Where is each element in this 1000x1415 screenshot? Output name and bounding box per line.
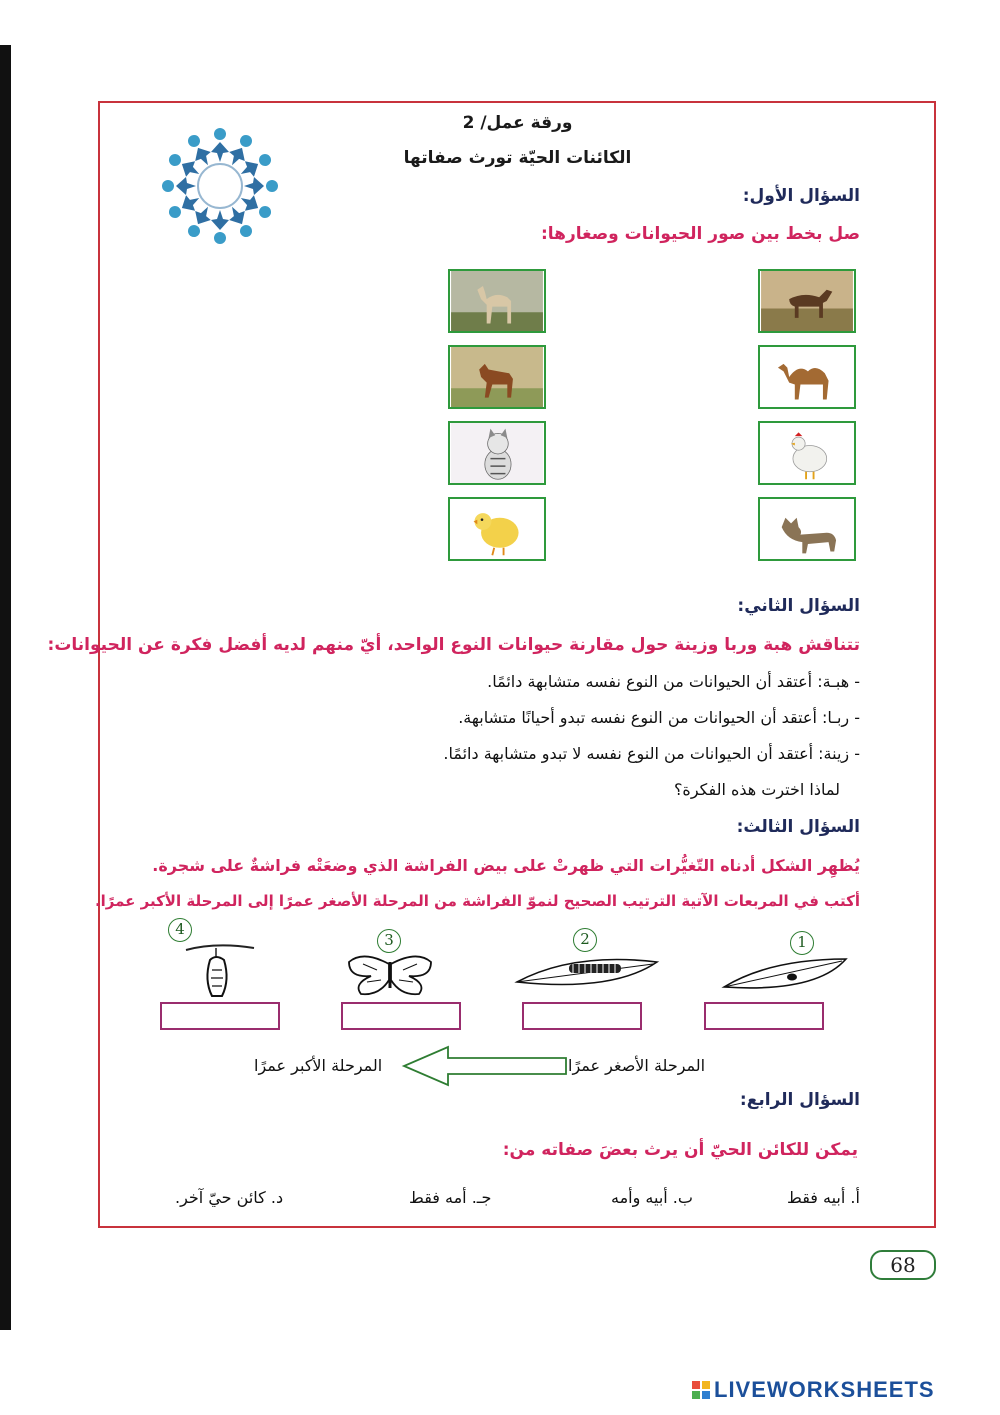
q2-why-question: لماذا اخترت هذه الفكرة؟	[673, 780, 840, 799]
q4-heading: السؤال الرابع:	[739, 1090, 860, 1110]
q2-opinion-ruba: - ربـا: أعتقد أن الحيوانات من النوع نفسه تبدو أحيانًا متشابهة.	[458, 708, 860, 727]
butterfly-icon	[343, 952, 437, 998]
scan-edge	[0, 45, 11, 1330]
people-circle-logo	[158, 124, 282, 248]
stage-number-4: 4	[168, 918, 192, 942]
kitten-photo[interactable]	[448, 421, 546, 485]
foal-icon	[450, 347, 544, 407]
stage-number-2: 2	[573, 928, 597, 952]
q3-instruction: أكتب في المربعات الآتية الترتيب الصحيح لنموّ الفراشة من المرحلة الأصغر عمرًا إلى المرحلة الأكبر عمرًا.	[94, 892, 860, 910]
liveworksheets-wordmark: LIVEWORKSHEETS	[714, 1377, 935, 1402]
camel-photo[interactable]	[758, 345, 856, 409]
q2-opinion-zeina: - زينة: أعتقد أن الحيوانات من النوع نفسه لا تبدو متشابهة دائمًا.	[443, 744, 860, 763]
answer-box-stage-4[interactable]	[160, 1002, 280, 1030]
left-arrow-icon	[400, 1044, 570, 1088]
horse-photo[interactable]	[758, 269, 856, 333]
q2-prompt: تتناقش هبة وربا وزينة حول مقارنة حيوانات النوع الواحد، أيّ منهم لديه أفضل فكرة عن الحيوانات:	[47, 635, 860, 655]
q4-option-b[interactable]: ب. أبيه وأمه	[611, 1188, 693, 1207]
youngest-stage-label: المرحلة الأصغر عمرًا	[568, 1056, 706, 1075]
liveworksheets-icon	[692, 1381, 710, 1399]
q1-instruction: صل بخط بين صور الحيوانات وصغارها:	[541, 224, 860, 244]
answer-box-stage-3[interactable]	[341, 1002, 461, 1030]
cat-photo[interactable]	[758, 497, 856, 561]
hen-icon	[760, 423, 854, 483]
answer-box-stage-1[interactable]	[704, 1002, 824, 1030]
q4-option-d[interactable]: د. كائن حيّ آخر.	[175, 1188, 284, 1207]
q2-heading: السؤال الثاني:	[737, 596, 860, 616]
cat-icon	[760, 499, 854, 559]
baby-camel-photo[interactable]	[448, 269, 546, 333]
worksheet-number-title: ورقة عمل/ 2	[462, 113, 573, 133]
q3-description: يُظهِر الشكل أدناه التّغيُّرات التي ظهرتْ على بيض الفراشة الذي وضعَتْه فراشةٌ على شجرة.	[152, 856, 860, 875]
q4-prompt: يمكن للكائن الحيّ أن يرث بعضَ صفاته من:	[502, 1140, 858, 1160]
oldest-stage-label: المرحلة الأكبر عمرًا	[254, 1056, 383, 1075]
page-number: 68	[870, 1250, 936, 1280]
q1-heading: السؤال الأول:	[742, 186, 860, 206]
q4-option-a[interactable]: أ. أبيه فقط	[787, 1188, 860, 1207]
horse-icon	[760, 271, 854, 331]
egg-on-leaf-icon	[720, 955, 850, 995]
kitten-icon	[450, 423, 544, 483]
q3-heading: السؤال الثالث:	[736, 817, 860, 837]
chick-photo[interactable]	[448, 497, 546, 561]
chick-icon	[450, 499, 544, 559]
chrysalis-icon	[176, 940, 260, 1002]
camel-icon	[760, 347, 854, 407]
baby-camel-icon	[450, 271, 544, 331]
q2-opinion-heba: - هبـة: أعتقد أن الحيوانات من النوع نفسه متشابهة دائمًا.	[487, 672, 860, 691]
answer-box-stage-2[interactable]	[522, 1002, 642, 1030]
hen-photo[interactable]	[758, 421, 856, 485]
q4-option-c[interactable]: جـ. أمه فقط	[409, 1188, 492, 1207]
caterpillar-on-leaf-icon	[513, 952, 661, 992]
stage-number-3: 3	[377, 929, 401, 953]
foal-photo[interactable]	[448, 345, 546, 409]
worksheet-subject-title: الكائنات الحيّة تورث صفاتها	[403, 148, 632, 168]
liveworksheets-logo	[692, 1377, 935, 1403]
stage-number-1: 1	[790, 931, 814, 955]
